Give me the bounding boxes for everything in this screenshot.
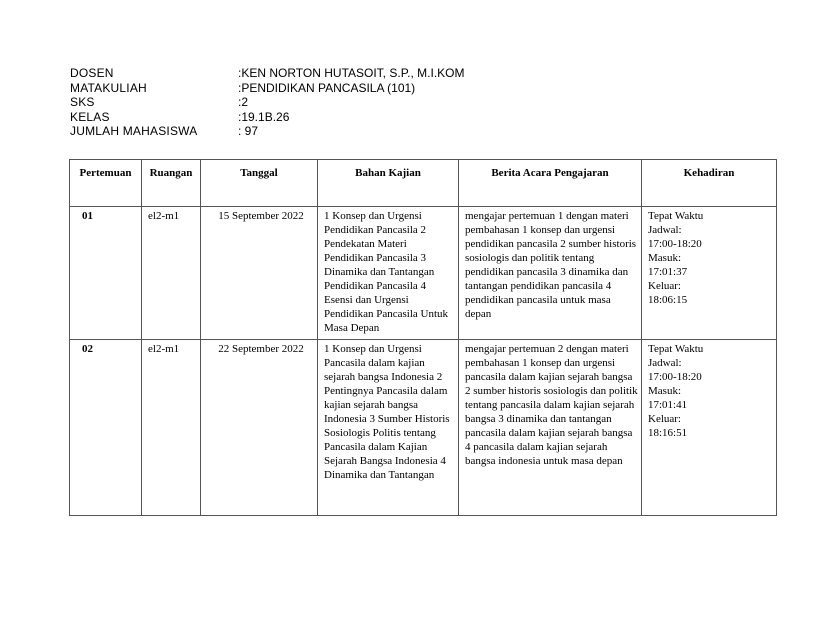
table-row (70, 340, 777, 516)
info-row-kelas (70, 110, 590, 125)
ruangan-cell: el2-m1 (142, 207, 201, 340)
kehadiran-cell (642, 207, 777, 340)
course-info (70, 66, 590, 139)
header-tanggal: Tanggal (201, 160, 318, 207)
pertemuan-cell: 01 (70, 207, 142, 340)
matakuliah-value: :PENDIDIKAN PANCASILA (101) (238, 80, 416, 95)
kehadiran-cell (642, 340, 777, 516)
jumlah-mahasiswa-value: : 97 (238, 124, 259, 138)
sks-value: :2 (238, 95, 249, 109)
pertemuan-cell: 02 (70, 340, 142, 516)
attendance-status: Tepat Waktu (648, 210, 704, 222)
bahan-kajian-cell: 1 Konsep dan Urgensi Pendidikan Pancasila 2 Pendekatan Materi Pendidikan Pancasila 3 Dinamika dan Tantangan Pendidikan Pancasila 4 Esensi dan Urgensi Pendidikan Pancasila Untuk Masa Depan (318, 207, 459, 340)
header-pertemuan: Pertemuan (70, 160, 142, 207)
header-berita-acara: Berita Acara Pengajaran (459, 160, 642, 207)
ruangan-cell: el2-m1 (142, 340, 201, 516)
jumlah-mahasiswa-label: JUMLAH MAHASISWA (70, 124, 198, 138)
info-row-dosen (70, 66, 590, 81)
kelas-value: :19.1B.26 (238, 109, 290, 124)
table-header-row (70, 160, 777, 207)
info-row-jumlah-mahasiswa (70, 124, 590, 139)
schedule-value: 17:00-18:20 (648, 371, 702, 383)
header-ruangan: Ruangan (142, 160, 201, 207)
info-row-sks (70, 95, 590, 110)
berita-acara-cell: mengajar pertemuan 2 dengan materi pembahasan 1 konsep dan urgensi pancasila dalam kajian sejarah bangsa 2 sumber historis sosiologis dan politik tentang pancasila dalam kajian sejarah bangsa 3 dinamika dan tantangan pancasila dalam kajian sejarah bangsa 4 pancasila dalam kajian sejarah bangsa indonesia untuk masa depan (459, 340, 642, 516)
kelas-label: KELAS (70, 109, 110, 124)
check-in-label: Masuk: (648, 385, 681, 397)
check-out-value: 18:06:15 (648, 294, 688, 306)
check-out-label: Keluar: (648, 413, 681, 425)
tanggal-cell: 22 September 2022 (201, 340, 318, 516)
bahan-kajian-cell: 1 Konsep dan Urgensi Pancasila dalam kajian sejarah bangsa Indonesia 2 Pentingnya Pancasila dalam kajian sejarah bangsa Indonesia 3 Sumber Historis Sosiologis Politis tentang Pancasila dalam Kajian Sejarah Bangsa Indonesia 4 Dinamika dan Tantangan (318, 340, 459, 516)
meeting-log-table (69, 159, 777, 516)
dosen-label: DOSEN (70, 66, 114, 80)
check-out-value: 18:16:51 (648, 427, 688, 439)
header-kehadiran: Kehadiran (642, 160, 777, 207)
header-bahan-kajian: Bahan Kajian (318, 160, 459, 207)
check-out-label: Keluar: (648, 280, 681, 292)
check-in-value: 17:01:37 (648, 266, 688, 278)
dosen-value: :KEN NORTON HUTASOIT, S.P., M.I.KOM (238, 66, 465, 80)
berita-acara-cell: mengajar pertemuan 1 dengan materi pembahasan 1 konsep dan urgensi pendidikan pancasila 2 sumber historis sosiologis dan politik tentang pendidikan pancasila 3 dinamika dan tantangan pendidikan pancasila 4 pendidikan pancasila untuk masa depan (459, 207, 642, 340)
matakuliah-label: MATAKULIAH (70, 80, 147, 95)
sks-label: SKS (70, 95, 95, 109)
check-in-value: 17:01:41 (648, 399, 688, 411)
table-row (70, 207, 777, 340)
schedule-value: 17:00-18:20 (648, 238, 702, 250)
schedule-label: Jadwal: (648, 357, 682, 369)
attendance-status: Tepat Waktu (648, 343, 704, 355)
schedule-label: Jadwal: (648, 224, 682, 236)
check-in-label: Masuk: (648, 252, 681, 264)
tanggal-cell: 15 September 2022 (201, 207, 318, 340)
info-row-matakuliah (70, 81, 590, 96)
